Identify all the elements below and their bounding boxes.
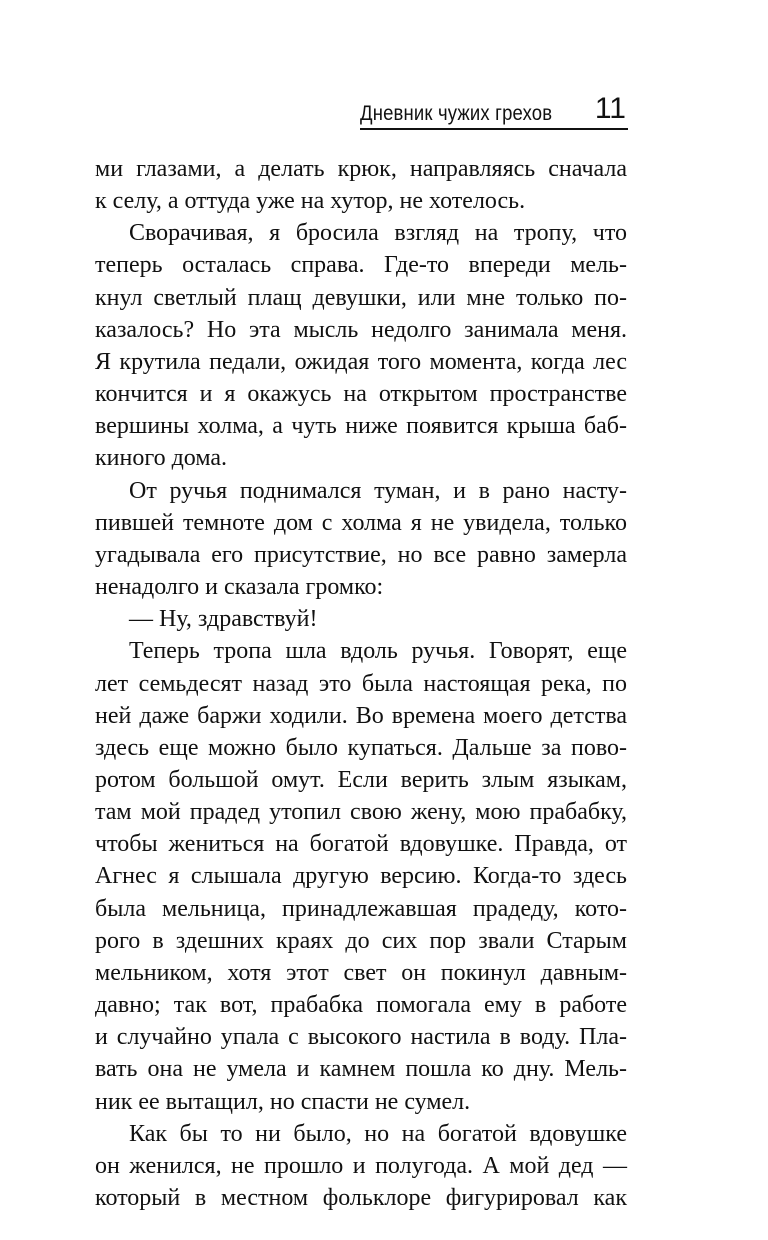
text-line: здесь еще можно было купаться. Дальше за пово- [95, 734, 627, 761]
paragraph-dialogue [95, 603, 627, 635]
text-line: Сворачивая, я бросила взгляд на тропу, что [129, 220, 627, 247]
text-line: ми глазами, а делать крюк, направляясь сначала [95, 156, 627, 182]
text-line: От ручья поднимался туман, и в рано насту- [129, 477, 627, 504]
text-line: киного дома. [95, 445, 228, 472]
text-line: кончится и я окажусь на открытом пространстве [95, 381, 627, 408]
text-line: лет семьдесят назад это была настоящая река, по [95, 670, 627, 697]
text-line: угадывала его присутствие, но все равно замерла [95, 541, 627, 568]
text-line: Как бы то ни было, но на богатой вдовушке [129, 1120, 627, 1147]
header-rule [360, 128, 628, 130]
text-line: там мой прадед утопил свою жену, мою прабабку, [95, 799, 627, 826]
text-line: вать она не умела и камнем пошла ко дну. Мель- [95, 1056, 627, 1083]
paragraph [95, 1118, 627, 1214]
text-line: вершины холма, а чуть ниже появится крыша баб- [95, 413, 627, 440]
text-line: ротом большой омут. Если верить злым языкам, [95, 766, 627, 793]
text-line: ник ее вытащил, но спасти не сумел. [95, 1088, 471, 1115]
paragraph [95, 475, 627, 604]
text-line: пившей темноте дом с холма я не увидела, только [95, 509, 627, 536]
text-line: Теперь тропа шла вдоль ручья. Говорят, еще [129, 638, 627, 665]
running-header [360, 88, 628, 130]
text-line: ненадолго и сказала громко: [95, 574, 384, 601]
text-line: он женился, не прошло и полугода. А мой дед — [95, 1152, 627, 1179]
text-line: к селу, а оттуда уже на хутор, не хотелось. [95, 188, 526, 215]
text-line: Агнес я слышала другую версию. Когда-то здесь [95, 863, 627, 890]
text-line: и случайно упала с высокого настила в воду. Пла- [95, 1024, 627, 1051]
text-line: давно; так вот, прабабка помогала ему в работе [95, 992, 627, 1019]
text-line: который в местном фольклоре фигурировал как [95, 1185, 627, 1211]
paragraph [95, 217, 627, 474]
text-line: — Ну, здравствуй! [129, 606, 318, 633]
text-line: ней даже баржи ходили. Во времена моего детства [95, 702, 627, 729]
paragraph [95, 635, 627, 1117]
text-line: кнул светлый плащ девушки, или мне только по- [95, 284, 627, 311]
paragraph [95, 153, 627, 217]
text-line: рого в здешних краях до сих пор звали Старым [95, 927, 627, 954]
book-title: Дневник чужих грехов [360, 102, 553, 125]
text-line: чтобы жениться на богатой вдовушке. Правда, от [95, 831, 627, 858]
text-line: теперь осталась справа. Где-то впереди мель- [95, 252, 627, 279]
text-line: Я крутила педали, ожидая того момента, когда лес [95, 348, 627, 375]
text-line: мельником, хотя этот свет он покинул давным- [95, 959, 627, 986]
text-line: казалось? Но эта мысль недолго занимала меня. [95, 316, 627, 343]
body-text [95, 153, 627, 1214]
page-number: 11 [594, 92, 626, 125]
text-line: была мельница, принадлежавшая прадеду, кото- [95, 895, 627, 922]
